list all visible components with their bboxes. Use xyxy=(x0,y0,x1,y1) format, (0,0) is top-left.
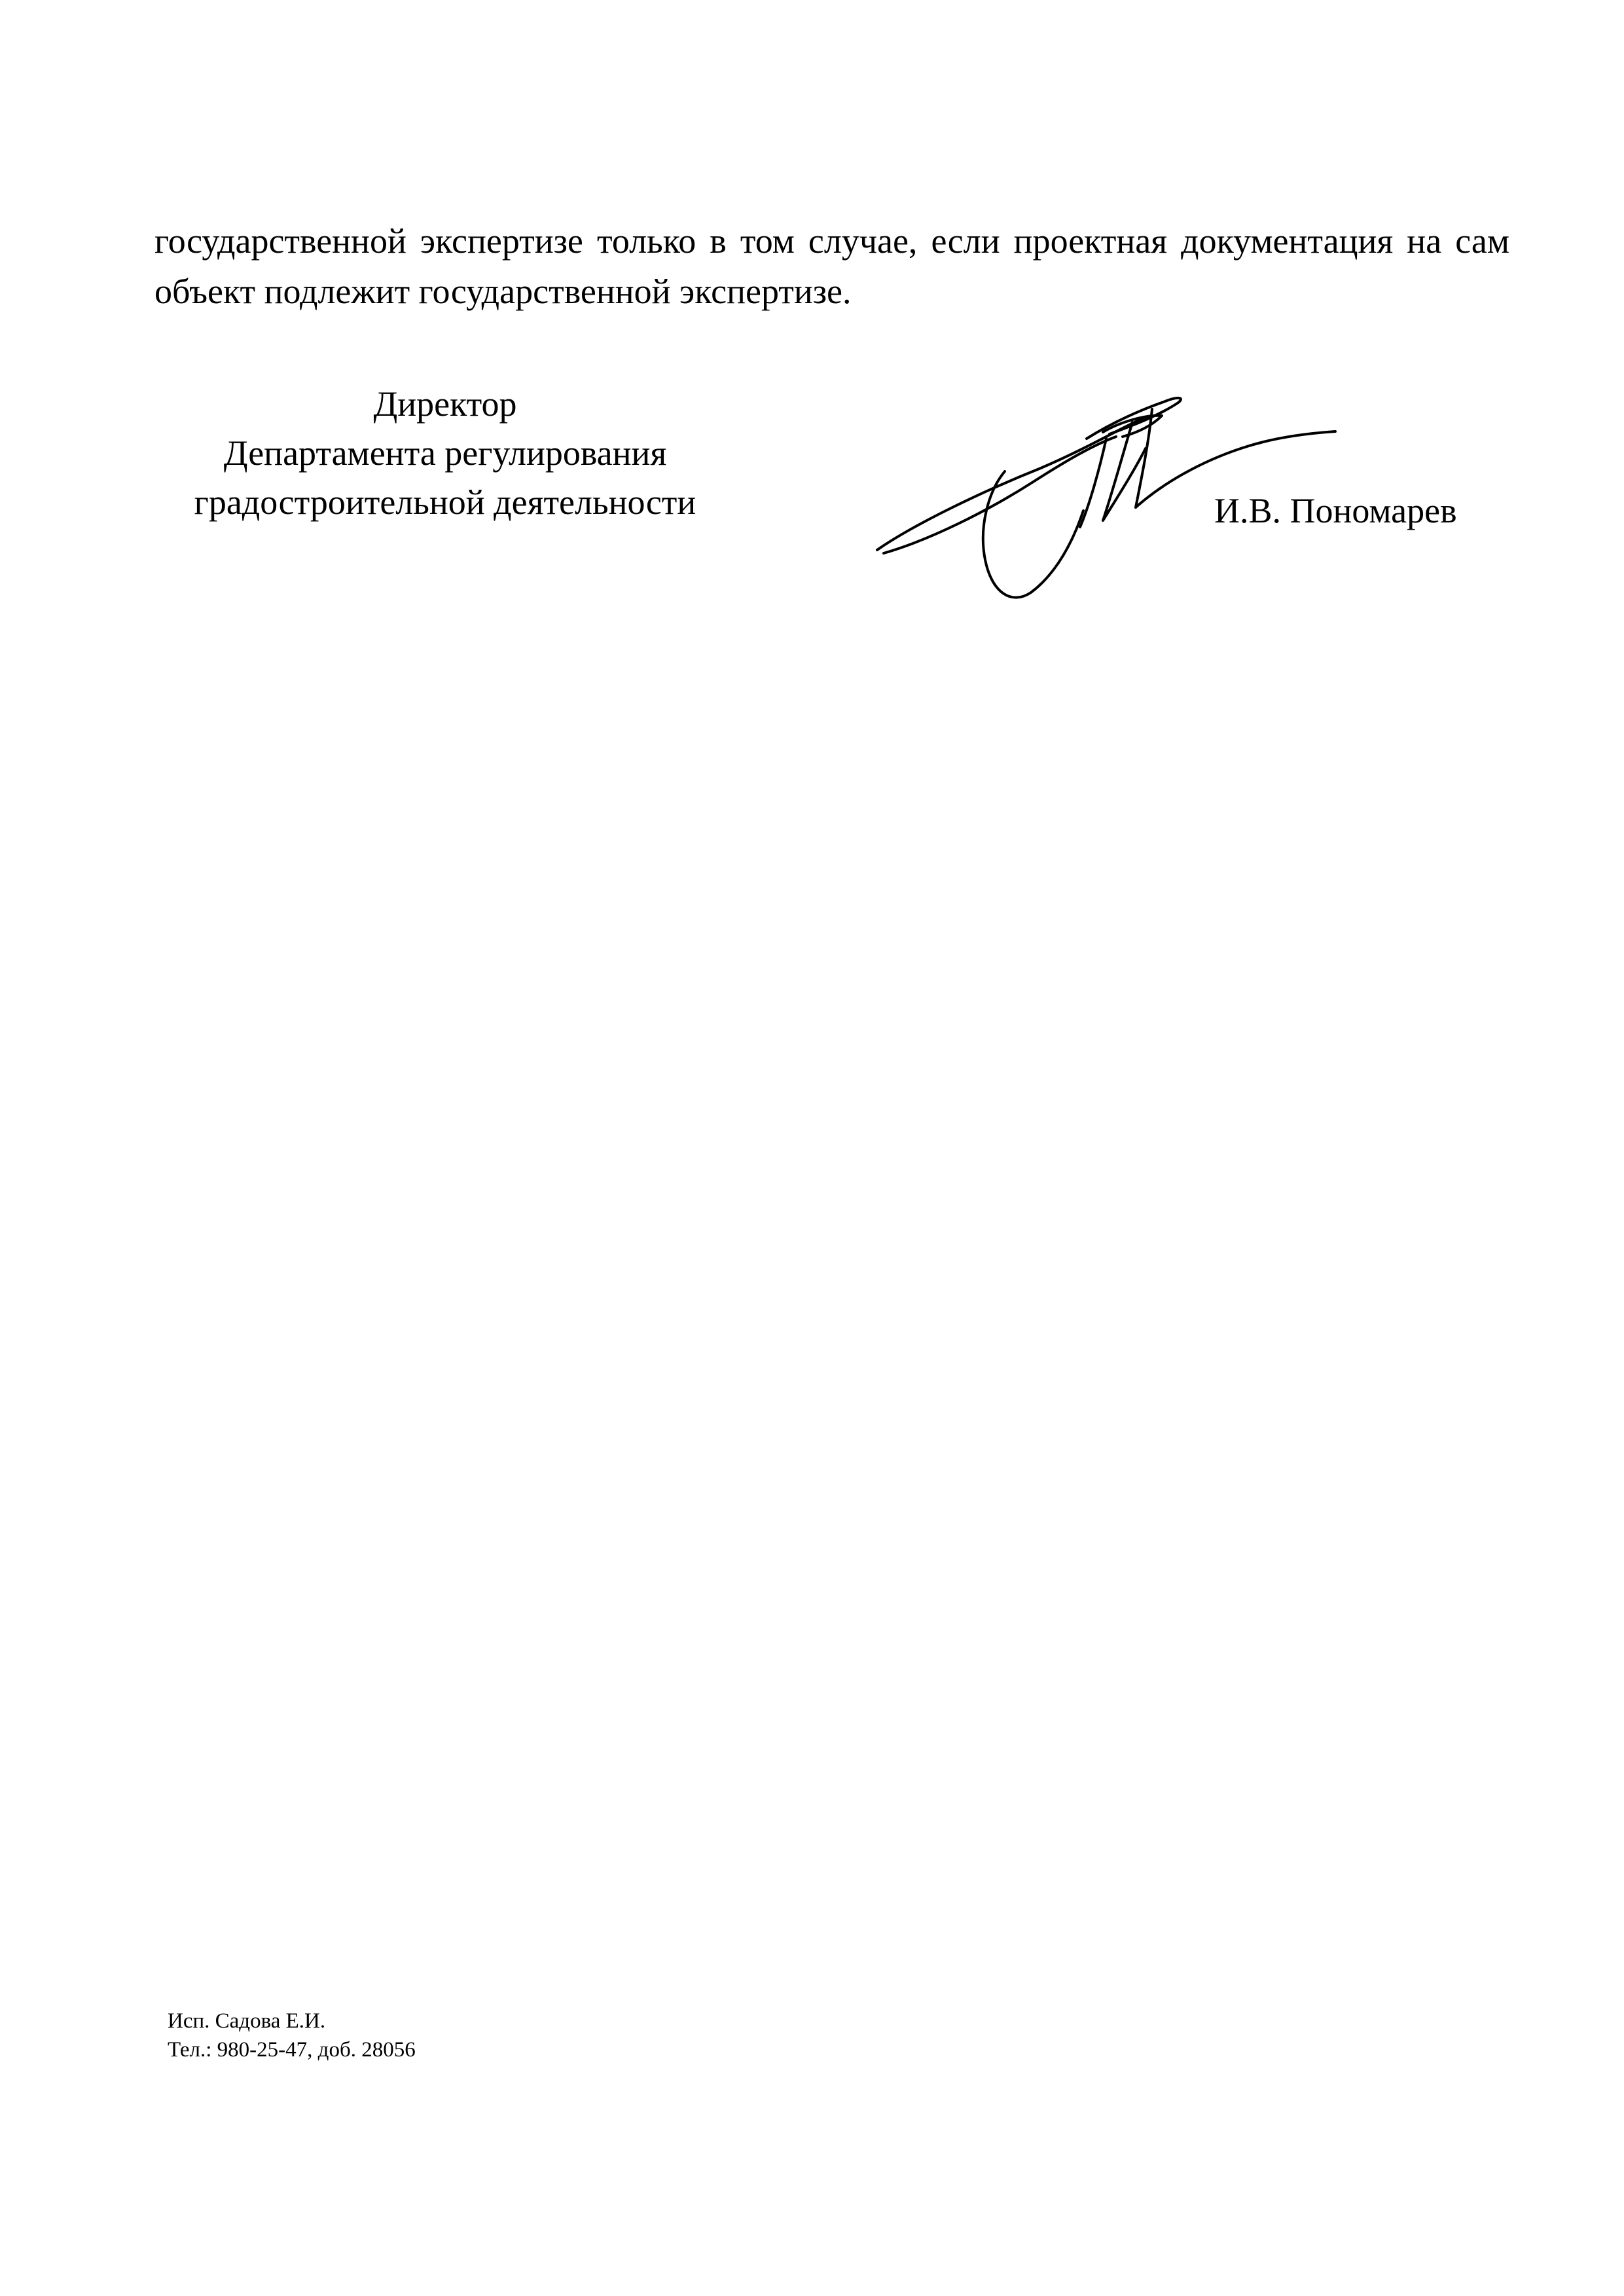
body-line-2: объект подлежит государственной экспертизе. xyxy=(154,272,852,311)
position-title-line-1: Директор xyxy=(373,384,517,424)
executor-phone: Тел.: 980-25-47, доб. 28056 xyxy=(168,2038,416,2062)
signer-name: И.В. Пономарев xyxy=(1214,491,1457,530)
signatory-position xyxy=(131,380,759,527)
body-paragraph xyxy=(154,216,1509,317)
executor-name: Исп. Садова Е.И. xyxy=(168,2009,326,2033)
executor-info xyxy=(168,2007,416,2064)
position-title-line-3: градостроительной деятельности xyxy=(194,483,696,522)
body-line-1: государственной экспертизе только в том случае, если проектная документация на сам xyxy=(154,221,1509,261)
position-title-line-2: Департамента регулирования xyxy=(223,433,667,473)
